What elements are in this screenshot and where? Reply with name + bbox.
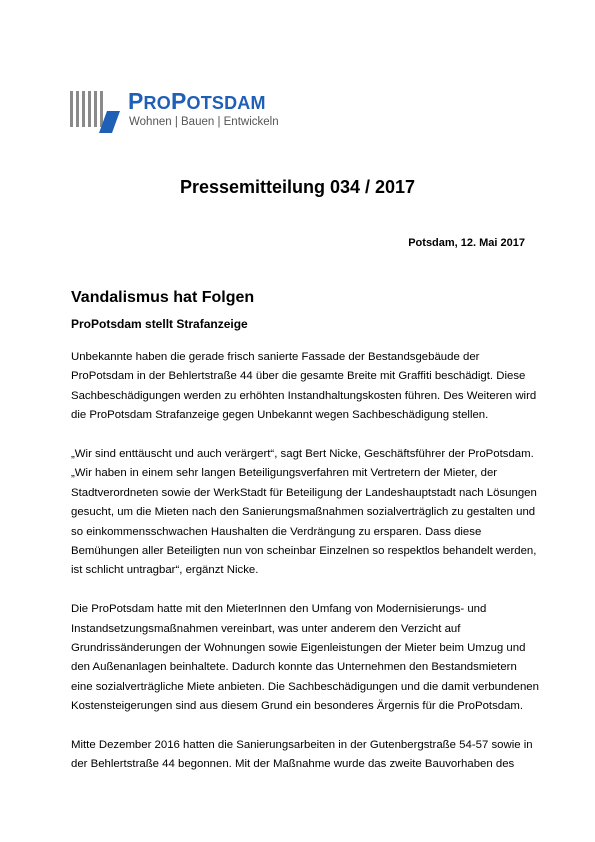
paragraph-2 — [71, 445, 537, 581]
text-line: eine sozialverträgliche Miete anbieten. Die Sachbeschädigungen und die damit verbundenen — [71, 680, 539, 693]
text-line: ist schlicht untragbar“, ergänzt Nicke. — [71, 564, 259, 577]
text-line: Unbekannte haben die gerade frisch sanierte Fassade der Bestandsgebäude der — [71, 351, 480, 363]
article-subheadline: ProPotsdam stellt Strafanzeige — [71, 317, 248, 331]
release-date: Potsdam, 12. Mai 2017 — [408, 237, 525, 249]
logo-tagline: Wohnen | Bauen | Entwickeln — [129, 116, 279, 128]
text-line: Bemühungen aller Beteiligten nun von scheinbar Einzelnen so respektlos behandelt werden, — [71, 545, 537, 558]
article-headline: Vandalismus hat Folgen — [71, 289, 255, 306]
propotsdam-logo — [70, 89, 310, 139]
text-line: Sachbeschädigungen werden zu erhöhten Instandhaltungskosten führen. Des Weiteren wird — [71, 389, 537, 402]
text-line: so einkommensschwachen Haushalten die Verdrängung zu ersparen. Dass diese — [71, 525, 482, 538]
text-line: Instandsetzungsmaßnahmen vereinbart, was unter anderem den Verzicht auf — [71, 622, 461, 635]
paragraph-1 — [71, 348, 537, 426]
text-line: „Wir sind enttäuscht und auch verärgert“, sagt Bert Nicke, Geschäftsführer der ProPotsdam. — [71, 448, 534, 461]
press-release-title: Pressemitteilung 034 / 2017 — [179, 177, 416, 197]
paragraph-3 — [71, 600, 539, 716]
text-line: Mitte Dezember 2016 hatten die Sanierungsarbeiten in der Gutenbergstraße 54-57 sowie in — [71, 739, 533, 752]
text-line: Stadtverordneten sowie der WerkStadt für Beteiligung der Landeshauptstadt nach Lösungen — [71, 486, 537, 499]
text-line: die ProPotsdam Strafanzeige gegen Unbekannt wegen Sachbeschädigung stellen. — [71, 409, 489, 422]
text-line: Kostensteigerungen sind aus diesem Grund ein besonderes Ärgernis für die ProPotsdam. — [71, 700, 524, 713]
text-line: Grundrissänderungen der Wohnungen sowie Eigenleistungen der Mieter beim Umzug und — [71, 642, 526, 655]
text-line: der Behlertstraße 44 begonnen. Mit der Maßnahme wurde das zweite Bauvorhaben des — [71, 758, 515, 771]
logo-wordmark: PROPOTSDAM — [128, 88, 266, 114]
text-line: Die ProPotsdam hatte mit den MieterInnen den Umfang von Modernisierungs- und — [71, 603, 487, 616]
propotsdam-logo-mark-icon — [70, 89, 120, 135]
text-line: ProPotsdam in der Behlertstraße 44 über die gesamte Breite mit Graffiti beschädigt. Diese — [71, 370, 526, 383]
text-line: „Wir haben in einem sehr langen Beteiligungsverfahren mit Vertretern der Mieter, der — [71, 467, 498, 480]
paragraph-4 — [71, 736, 531, 775]
text-line: den Außenanlagen beinhaltete. Dadurch konnte das Unternehmen den Bestandsmietern — [71, 661, 517, 674]
text-line: gesucht, um die Mieten nach den Sanierungsmaßnahmen sozialverträglich zu gestalten und — [71, 506, 536, 519]
article-body — [71, 348, 539, 794]
